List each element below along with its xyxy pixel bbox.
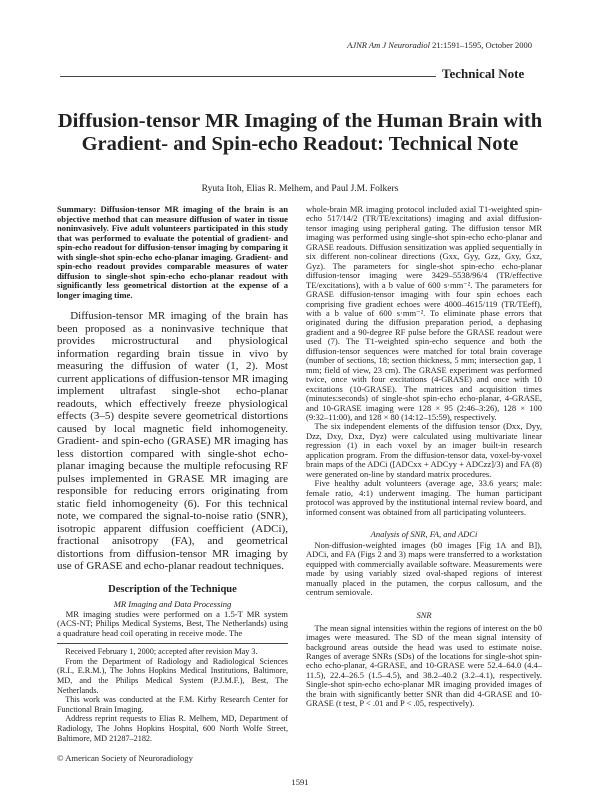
- paragraph: Five healthy adult volunteers (average age, 33.6 years; male: female ratio, 4:1) underwent imaging. The human participant protocol was approved by the institutional internal review board, and informed consent was obtained from all participating volunteers.: [306, 478, 542, 517]
- footnote: This work was conducted at the F.M. Kirby Research Center for Functional Brain Imaging.: [57, 695, 288, 714]
- authors: Ryuta Itoh, Elias R. Melhem, and Paul J.M. Folkers: [201, 184, 399, 194]
- right-column: [306, 205, 542, 709]
- analysis-paragraph: Non-diffusion-weighted images (b0 images [Fig 1A and B]), ADCi, and FA (Figs 2 and 3) maps were transferred to a workstation equipped with commercially available software. Measurements were made by using variably sized oval-shaped regions of interest manually placed in the putamen, the corpus callosum, and the centrum semiovale.: [306, 539, 542, 598]
- snr-paragraph: The mean signal intensities within the regions of interest on the b0 images were measured. The SD of the mean signal intensity of background areas outside the head was used to estimate noise. Ranges of average SNRs (SDs) of the locations for single-shot spin-echo echo-planar, 4-GRASE, and 10-GRASE were 52.4–64.0 (4.4–11.5), 22.4–26.5 (1.5–4.5), and 38.2–40.2 (3.2–4.1), respectively. Single-shot spin-echo echo-planar MR imaging provided images of the brain with significantly better SNR than did 4-GRASE and 10-GRASE (t test, P < .01 and P < .05, respectively).: [306, 622, 542, 709]
- footnote-rule: [57, 643, 288, 644]
- section-heading: Description of the Technique: [108, 583, 237, 595]
- left-column: [57, 205, 288, 763]
- mr-paragraph: MR imaging studies were performed on a 1.5-T MR system (ACS-NT; Philips Medical Systems, Best, The Netherlands) using a quadrature head coil operating in receive mode. The: [57, 608, 288, 638]
- article-title: Diffusion-tensor MR Imaging of the Human Brain with Gradient- and Spin-echo Readout: Technical Note: [57, 110, 543, 155]
- subsection-heading-analysis: Analysis of SNR, FA, and ADCi: [370, 528, 478, 539]
- footnotes: [57, 647, 288, 743]
- right-column-text: [306, 205, 542, 517]
- citation-details: 21:1591–1595, October 2000: [430, 40, 532, 50]
- article-columns: [57, 0, 542, 763]
- section-label: Technical Note: [442, 66, 525, 81]
- journal-abbrev: AJNR Am J Neuroradiol: [347, 40, 430, 50]
- intro-paragraph: Diffusion-tensor MR imaging of the brain has been proposed as a noninvasive technique that provides microstructural and physiological information regarding brain tissue in vivo by measuring the diffusion of water (1, 2). Most current applications of diffusion-tensor MR imaging implement ultrafast single-shot echo-planar readouts, which effectively freeze physiological effects (3–5) despite severe geometrical distortions caused by local magnetic field inhomogeneity. Gradient- and spin-echo (GRASE) MR imaging has less distortion compared with single-shot echo-planar imaging because the multiple refocusing RF pulses implemented in GRASE MR imaging are responsible for reducing errors originating from static field inhomogeneity (6). For this technical note, we compared the signal-to-noise ratio (SNR), isotropic apparent diffusion coefficient (ADCi), fractional anisotropy (FA), and geometrical distortions from diffusion-tensor MR imaging by use of GRASE and echo-planar readout techniques.: [57, 310, 288, 572]
- subsection-heading-snr: SNR: [416, 609, 432, 620]
- paragraph: whole-brain MR imaging protocol included axial T1-weighted spin-echo 517/14/2 (TR/TE/excitations) imaging and axial diffusion-tensor imaging using peripheral gating. The diffusion tensor MR imaging was performed using single-shot spin-echo echo-planar and GRASE readouts. Diffusion sensitization was applied sequentially in six different non-colinear directions (Gxx, Gyy, Gzz, Gxy, Gxz, Gyz). The parameters for single-shot spin-echo echo-planar diffusion-tensor imaging were 3429–5538/96/4 (TR/effective TE/excitations), with a b value of 600 s·mm⁻². The parameters for GRASE diffusion-tensor imaging with four spin echoes each comprising five gradient echoes were 4000–4615/119 (TR/TEeff), with a b value of 600 s·mm⁻². To eliminate phase errors that originated during the diffusion preparation period, a dephasing gradient and a 90-degree RF pulse before the GRASE readout were used (7). The T1-weighted spin-echo sequence and both the diffusion-tensor sequences were matched for total brain coverage (number of sections, 18; section thickness, 5 mm; intersection gap, 1 mm; field of view, 23 cm). The GRASE experiment was performed twice, once with four excitations (4-GRASE) and once with 10 excitations (10-GRASE). The matrices and acquisition times (minutes:seconds) of single-shot spin-echo echo-planar, 4-GRASE, and 10-GRASE imaging were 128 × 95 (2:46–3:26), 128 × 100 (9:32–11:00), and 128 × 80 (14:12–15:59), respectively.: [306, 204, 542, 422]
- page-number: 1591: [291, 777, 309, 788]
- subsection-heading-mr: MR Imaging and Data Processing: [113, 598, 232, 609]
- footnote: From the Department of Radiology and Radiological Sciences (R.I., E.R.M.), The Johns Hopkins Medical Institutions, Baltimore, MD, and the Philips Medical System (P.J.M.F.), Best, The Netherlands.: [57, 656, 288, 695]
- summary: Summary: Diffusion-tensor MR imaging of the brain is an objective method that can measure diffusion of water in tissue noninvasively. Five adult volunteers participated in this study that was performed to evaluate the potential of gradient- and spin-echo readout for diffusion-tensor imaging by comparing it with single-shot spin-echo echo-planar imaging. Gradient- and spin-echo readout provides comparable measures of water diffusion to single-shot spin-echo echo-planar readout with significantly less geometrical distortion at the expense of a longer imaging time.: [57, 204, 288, 300]
- copyright: © American Society of Neuroradiology: [57, 753, 193, 764]
- footnote: Received February 1, 2000; accepted after revision May 3.: [65, 647, 258, 657]
- paragraph: The six independent elements of the diffusion tensor (Dxx, Dyy, Dzz, Dxy, Dxz, Dyz) were calculated using multivariate linear regression (1) in each voxel by an imager built-in research application program. From the diffusion-tensor data, voxel-by-voxel brain maps of the ADCi ([ADCxx + ADCyy + ADCzz]/3) and FA (8) were generated on-line by standard matrix procedures.: [306, 421, 542, 479]
- footnote: Address reprint requests to Elias R. Melhem, MD, Department of Radiology, The Johns Hopkins Hospital, 600 North Wolfe Street, Baltimore, MD 21287–2182.: [57, 714, 288, 743]
